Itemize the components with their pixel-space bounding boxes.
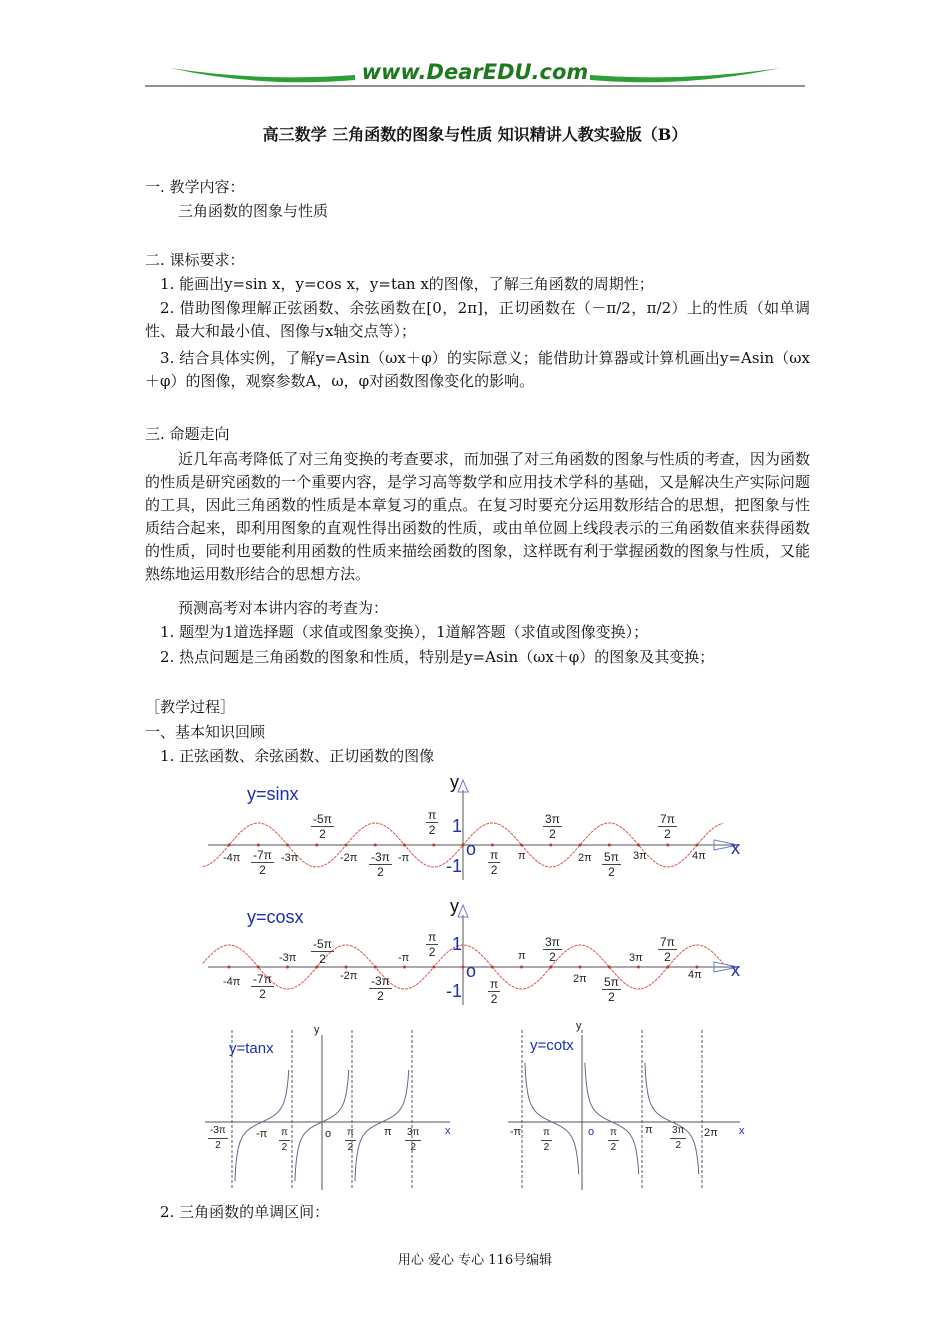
tan-frac-neg3pi2: $\frac{-3\pi}{2}$ [210, 1125, 226, 1151]
cos-tick-2pi: 2π [573, 973, 587, 985]
tick-point [579, 966, 582, 969]
tick-point [374, 844, 377, 847]
cos-tick-negpi: -π [398, 952, 410, 964]
tick-point [228, 966, 231, 969]
tan-origin: o [325, 1128, 332, 1140]
section3-item1: 1. 题型为1道选择题（求值或图象变换），1道解答题（求值或图像变换）； [160, 623, 649, 641]
sin-x-label: x [731, 838, 740, 858]
cot-frac-pi2: $\frac{\pi}{2}$ [610, 1127, 617, 1153]
sin-frac-3pi2: $\frac{3\pi}{2}$ [545, 812, 560, 841]
sin-tick-neg4pi: -4π [223, 852, 241, 864]
cos-frac-neg3pi2: $\frac{-3\pi}{2}$ [371, 974, 390, 1003]
sin-origin: o [466, 839, 477, 859]
cot-y-label: y [576, 1020, 582, 1032]
tick-point [403, 844, 406, 847]
tick-point [286, 844, 289, 847]
tick-point [286, 966, 289, 969]
tick-point [462, 844, 465, 847]
cos-y-arrow-icon [458, 905, 468, 917]
sin-tick-neg2pi: -2π [340, 852, 358, 864]
section2-heading: 二. 课标要求： [145, 251, 245, 269]
tick-point [637, 844, 640, 847]
tick-point [549, 844, 552, 847]
cos-frac-negpi2: $\frac{\pi}{2}$ [428, 930, 437, 959]
section3-heading: 三. 命题走向 [145, 425, 230, 443]
tan-y-label: y [314, 1024, 320, 1036]
cos-origin: o [466, 961, 477, 981]
header-logo [140, 58, 810, 90]
sin-frac-5pi2: $\frac{5\pi}{2}$ [604, 850, 619, 879]
cot-label: y=cotx [530, 1037, 574, 1054]
cos-neg-one: -1 [446, 981, 463, 1001]
tan-frac-negpi2: $\frac{\pi}{2}$ [281, 1127, 288, 1153]
tick-point [696, 844, 699, 847]
cot-frac-3pi2: $\frac{3\pi}{2}$ [672, 1125, 685, 1151]
section2-item3: 3. 结合具体实例，了解y=Asin（ωx＋φ）的实际意义；能借助计算器或计算机画出y=Asin（ωx＋φ）的图像，观察参数A，ω，φ对函数图像变化的影响。 [145, 349, 810, 390]
cot-asymptotes [522, 1030, 702, 1190]
cos-frac-7pi2: $\frac{7\pi}{2}$ [660, 935, 675, 964]
tick-point [608, 966, 611, 969]
cot-x-label: x [739, 1125, 745, 1137]
cos-frac-neg7pi2: $\frac{-7\pi}{2}$ [253, 972, 272, 1001]
process-item1: 1. 正弦函数、余弦函数、正切函数的图像 [160, 747, 435, 765]
tick-point [228, 844, 231, 847]
tan-tick-pi: π [384, 1126, 392, 1138]
cot-tick-2pi: 2π [704, 1127, 718, 1139]
cos-frac-3pi2: $\frac{3\pi}{2}$ [545, 935, 560, 964]
sin-frac-negpi2: $\frac{\pi}{2}$ [428, 808, 437, 837]
cos-label: y=cosx [247, 907, 304, 927]
tick-point [432, 966, 435, 969]
tick-point [520, 966, 523, 969]
section3-para1: 近几年高考降低了对三角变换的考查要求，而加强了对三角函数的图象与性质的考查，因为函数的性质是研究函数的一个重要内容，是学习高等数学和应用技术学科的基础，又是解决生产实际问题的工具，因此三角函数的性质是本章复习的重点。在复习时要充分运用数形结合的思想，把图象与性质结合起来，即利用图象的直观性得出函数的性质，或由单位圆上线段表示的三角函数值来获得函数的性质，同时也要能利用函数的性质来描绘函数的图象，这样既有利于掌握函数的图象与性质，又能熟练地运用数形结合的思想方法。 [145, 450, 810, 583]
cos-tick-neg2pi: -2π [340, 970, 358, 982]
logo-text: www.DearEDU.com [361, 60, 589, 84]
sin-y-arrow-icon [458, 780, 468, 792]
sin-tick-pi: π [518, 850, 526, 862]
sin-tick-2pi: 2π [578, 852, 592, 864]
tan-frac-3pi2: $\frac{3\pi}{2}$ [407, 1127, 420, 1153]
cos-tick-pi: π [518, 950, 526, 962]
page-footer: 用心 爱心 专心 116号编辑 [397, 1253, 553, 1268]
tan-frac-pi2: $\frac{\pi}{2}$ [347, 1127, 354, 1153]
page-title: 高三数学 三角函数的图象与性质 知识精讲人教实验版（B） [262, 125, 688, 144]
tick-point [345, 966, 348, 969]
tick-point [403, 966, 406, 969]
cot-branch [525, 1063, 579, 1174]
cos-points [228, 966, 699, 969]
sin-frac-neg5pi2: $\frac{-5\pi}{2}$ [313, 812, 332, 841]
tick-point [257, 966, 260, 969]
tan-tick-negpi: -π [256, 1128, 268, 1140]
cot-curves [525, 1063, 699, 1174]
tick-point [608, 844, 611, 847]
sin-tick-3pi: 3π [633, 850, 647, 862]
tick-point [579, 844, 582, 847]
cot-tick-pi: π [645, 1124, 653, 1136]
tan-branch [355, 1070, 409, 1181]
tick-point [637, 966, 640, 969]
cos-tick-neg4pi: -4π [223, 976, 241, 988]
process-heading: ［教学过程］ [145, 698, 236, 716]
tick-point [374, 966, 377, 969]
tick-point [491, 966, 494, 969]
process-sub1: 一、基本知识回顾 [145, 723, 266, 741]
section2-item1: 1. 能画出y=sin x，y=cos x，y=tan x的图像，了解三角函数的周期性； [160, 275, 654, 293]
sin-frac-neg3pi2: $\frac{-3\pi}{2}$ [371, 850, 390, 879]
cot-branch [585, 1063, 639, 1174]
section2-item2: 2. 借助图像理解正弦函数、余弦函数在[0，2π]，正切函数在（－π/2，π/2）上的性质（如单调性、最大和最小值、图像与x轴交点等）； [145, 299, 810, 340]
sin-frac-pi2: $\frac{\pi}{2}$ [490, 848, 499, 877]
cos-tick-3pi: 3π [629, 952, 643, 964]
cos-one: 1 [452, 934, 463, 954]
cot-frac-negpi2: $\frac{\pi}{2}$ [543, 1127, 550, 1153]
cos-y-label: y [450, 896, 459, 916]
sin-tick-neg3pi: -3π [281, 852, 299, 864]
sin-y-label: y [450, 772, 459, 792]
sin-frac-7pi2: $\frac{7\pi}{2}$ [660, 812, 675, 841]
tan-label: y=tanx [229, 1040, 274, 1057]
tick-point [666, 966, 669, 969]
sin-label: y=sinx [247, 784, 299, 804]
cos-frac-5pi2: $\frac{5\pi}{2}$ [604, 975, 619, 1004]
section3-para2: 预测高考对本讲内容的考查为： [178, 599, 389, 617]
tan-branch [295, 1070, 349, 1181]
tick-point [432, 844, 435, 847]
sin-points [228, 844, 699, 847]
tick-point [666, 844, 669, 847]
sin-tick-negpi: -π [398, 852, 410, 864]
tick-point [520, 844, 523, 847]
sin-neg-one: -1 [446, 856, 463, 876]
cot-origin: o [588, 1126, 595, 1138]
tick-point [549, 966, 552, 969]
tick-point [491, 844, 494, 847]
tan-x-label: x [445, 1125, 451, 1137]
sin-frac-neg7pi2: $\frac{-7\pi}{2}$ [253, 848, 272, 877]
section1-heading: 一. 教学内容： [145, 178, 245, 196]
section1-content: 三角函数的图象与性质 [178, 202, 329, 220]
section3-item2: 2. 热点问题是三角函数的图象和性质，特别是y=Asin（ωx＋φ）的图象及其变换； [160, 648, 715, 666]
cos-x-label: x [731, 960, 740, 980]
tick-point [257, 844, 260, 847]
cos-frac-neg5pi2: $\frac{-5\pi}{2}$ [313, 937, 332, 966]
sin-one: 1 [452, 816, 463, 836]
tick-point [345, 844, 348, 847]
process-item2: 2. 三角函数的单调区间： [160, 1203, 330, 1221]
cot-branch [645, 1063, 699, 1174]
tick-point [462, 966, 465, 969]
cot-tick-negpi: -π [510, 1126, 522, 1138]
tick-point [315, 844, 318, 847]
cos-tick-neg3pi: -3π [279, 952, 297, 964]
cos-tick-4pi: 4π [688, 969, 702, 981]
sin-tick-4pi: 4π [692, 850, 706, 862]
tan-curves [235, 1070, 409, 1181]
cos-frac-pi2: $\frac{\pi}{2}$ [490, 977, 499, 1006]
